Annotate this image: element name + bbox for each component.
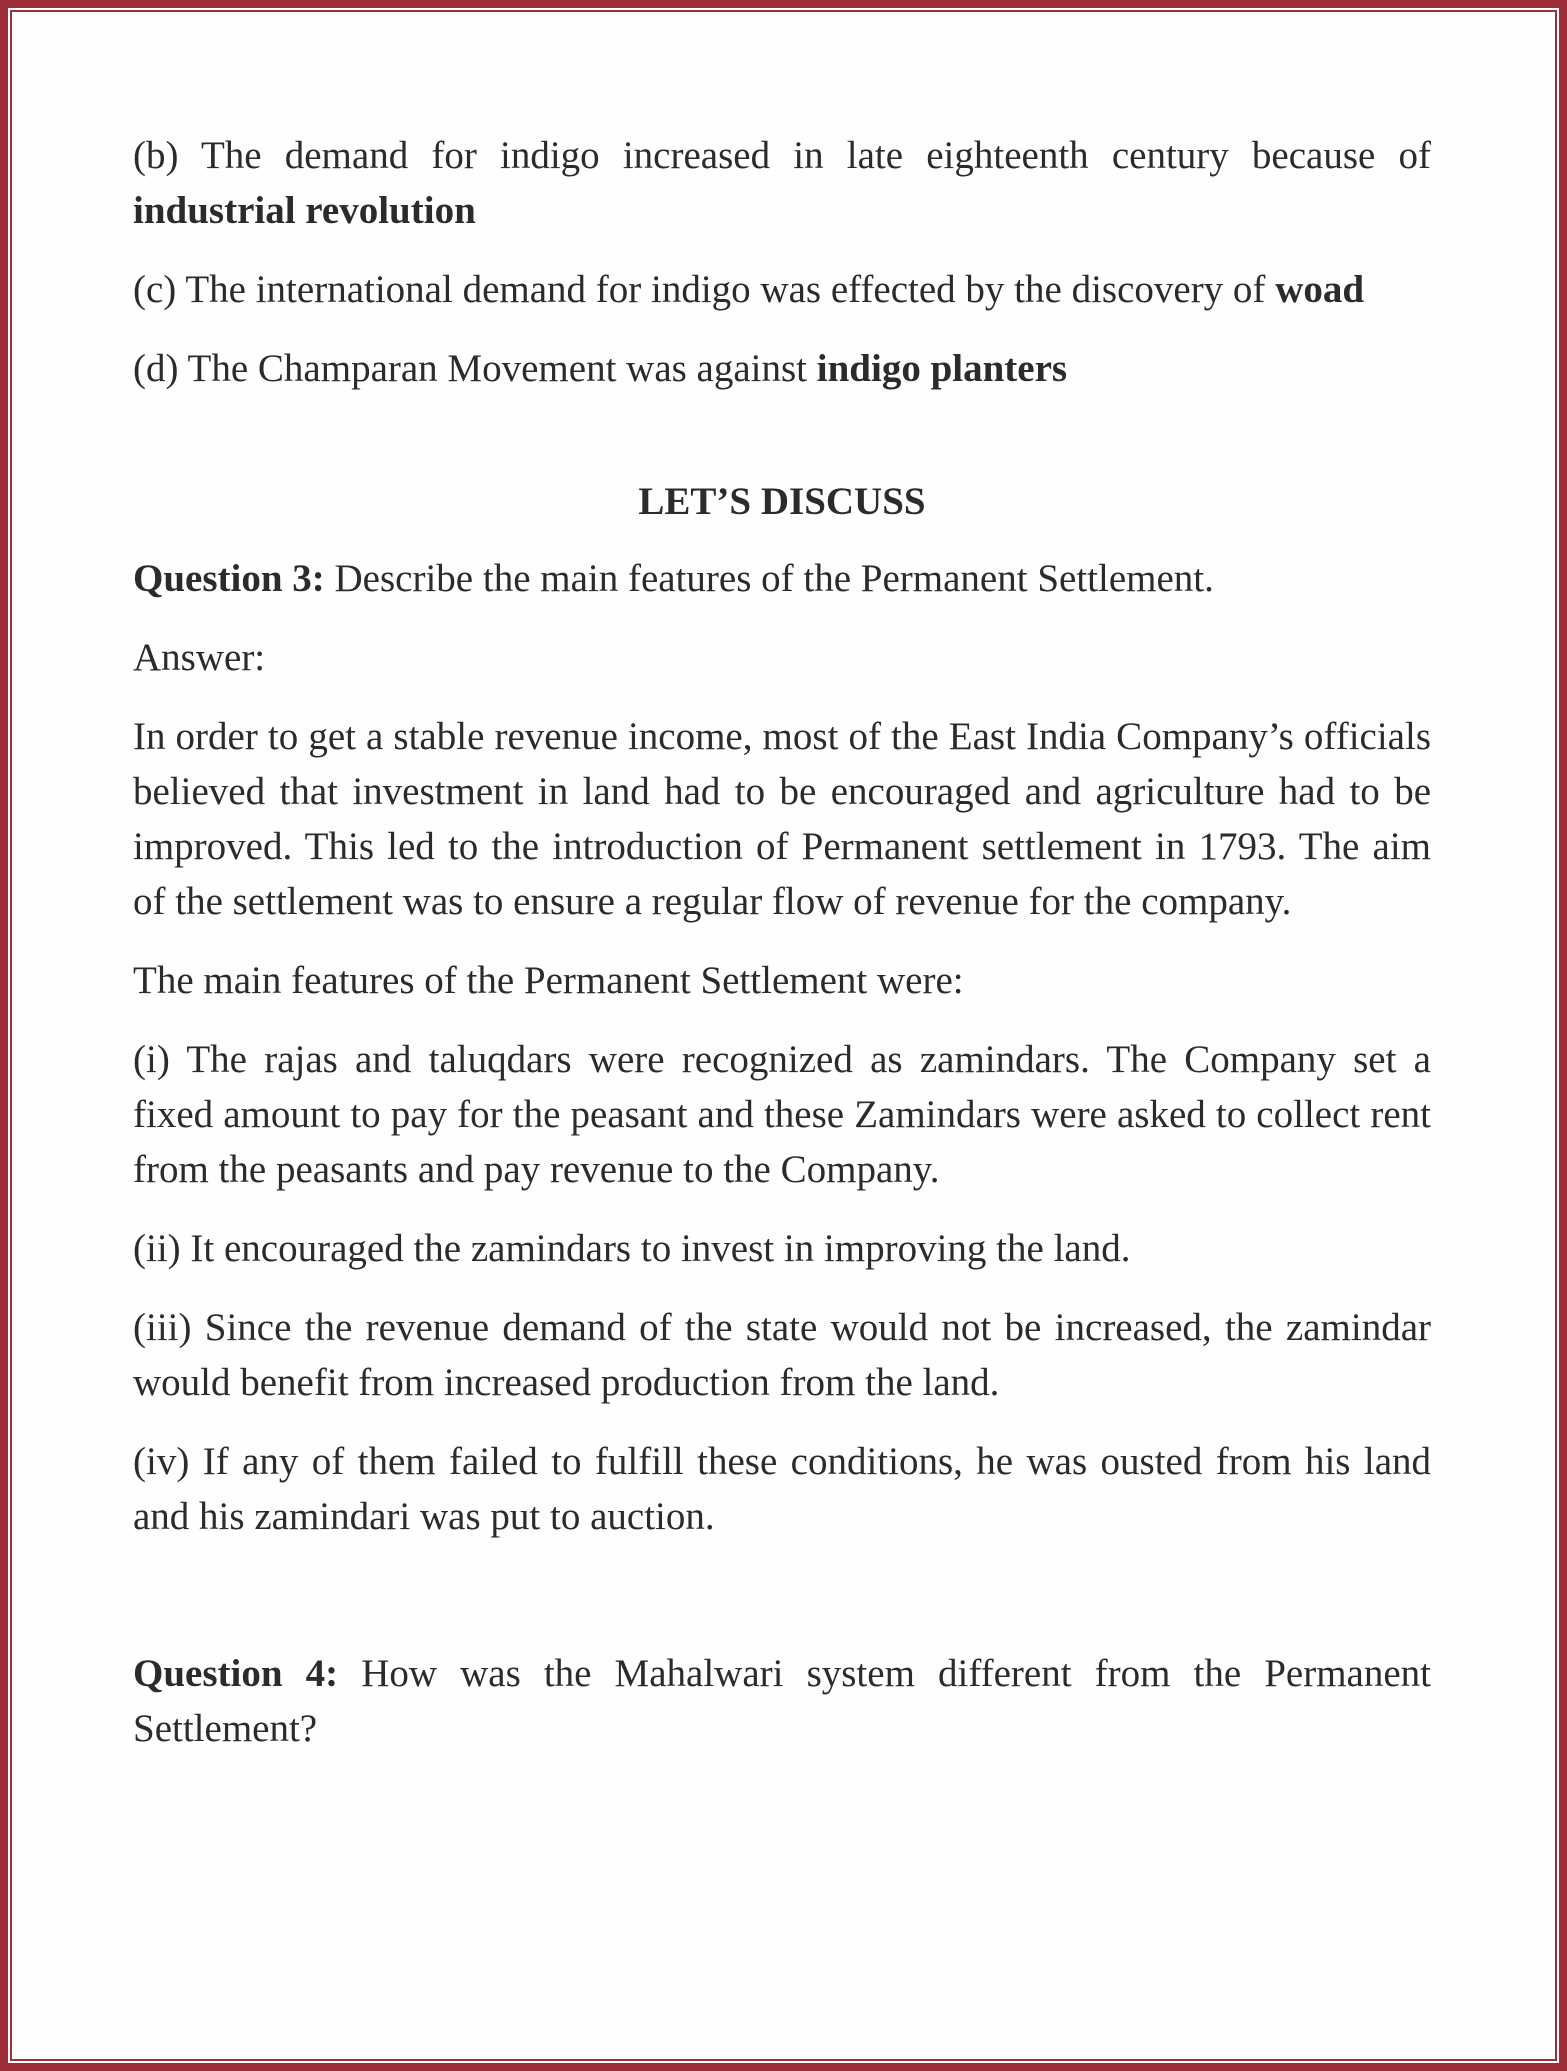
question-label: Question 4: <box>133 1652 339 1695</box>
document-page <box>133 128 1431 1756</box>
question-label: Question 3: <box>133 557 325 600</box>
section-heading: LET’S DISCUSS <box>638 480 926 523</box>
item-label: (d) <box>133 347 179 390</box>
feature-item-3: (iii) Since the revenue demand of the state would not be increased, the zamindar would benefit from increased production from the land. <box>133 1306 1431 1404</box>
item-text: The demand for indigo increased in late eighteenth century because of <box>200 134 1431 177</box>
feature-item-1: (i) The rajas and taluqdars were recognized as zamindars. The Company set a fixed amount to pay for the peasant and these Zamindars were asked to collect rent from the peasants and pay revenue to the Company. <box>133 1038 1431 1191</box>
features-intro: The main features of the Permanent Settlement were: <box>133 959 964 1002</box>
question-text: How was the Mahalwari system different from the Permanent Settlement? <box>133 1652 1431 1750</box>
fill-answer-d <box>133 341 1431 396</box>
answer-paragraph: In order to get a stable revenue income, most of the East India Company’s officials believed that investment in land had to be encouraged and agriculture had to be improved. This led to the introduction of Permanent settlement in 1793. The aim of the settlement was to ensure a regular flow of revenue for the company. <box>133 715 1431 923</box>
item-text: The international demand for indigo was effected by the discovery of <box>185 268 1266 311</box>
item-answer: indigo planters <box>816 347 1068 390</box>
answer-label: Answer: <box>133 636 266 679</box>
item-answer: woad <box>1275 268 1365 311</box>
item-label: (b) <box>133 134 179 177</box>
item-label: (c) <box>133 268 177 311</box>
fill-answer-b <box>133 128 1431 238</box>
item-text: The Champaran Movement was against <box>187 347 808 390</box>
fill-answer-c <box>133 262 1431 317</box>
feature-item-2: (ii) It encouraged the zamindars to invest in improving the land. <box>133 1227 1131 1270</box>
question-4 <box>133 1646 1431 1756</box>
question-3 <box>133 551 1431 606</box>
question-text: Describe the main features of the Permanent Settlement. <box>334 557 1214 600</box>
item-answer: industrial revolution <box>133 189 476 232</box>
feature-item-4: (iv) If any of them failed to fulfill these conditions, he was ousted from his land and his zamindari was put to auction. <box>133 1440 1431 1538</box>
